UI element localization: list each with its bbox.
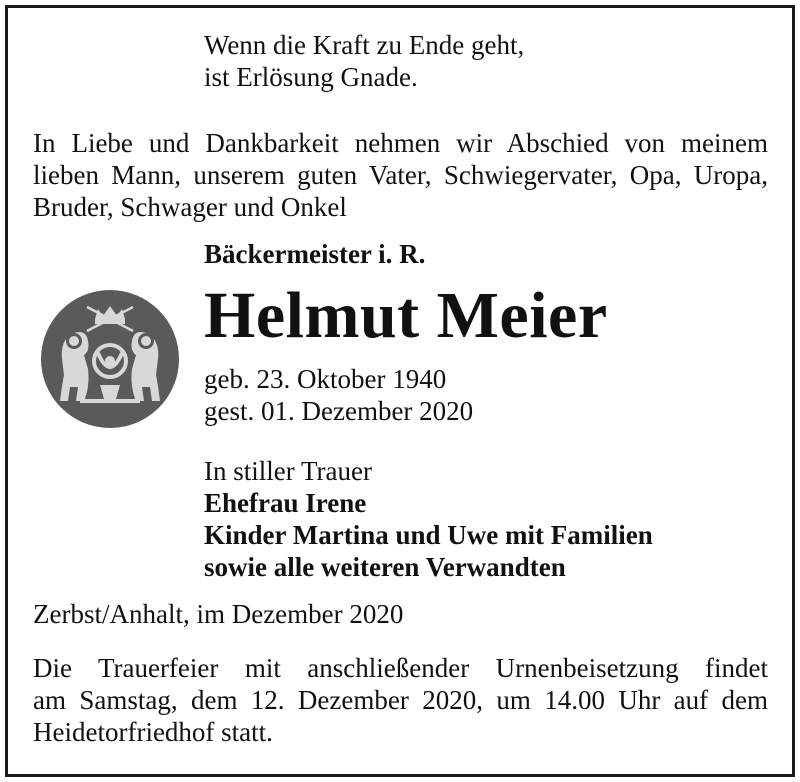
mourner-children: Kinder Martina und Uwe mit Familien (204, 520, 653, 550)
funeral-line-3: Heidetorfriedhof statt. (33, 717, 273, 747)
mourner-wife: Ehefrau Irene (204, 488, 367, 518)
intro-line-2: lieben Mann, unserem guten Vater, Schwiegervater, Opa, Uropa, (33, 160, 768, 190)
mourner-relatives: sowie alle weiteren Verwandten (204, 552, 566, 582)
deceased-name: Helmut Meier (204, 279, 608, 352)
funeral-line-1: Die Trauerfeier mit anschließender Urnenbeisetzung findet (33, 653, 768, 683)
intro-line-3: Bruder, Schwager und Onkel (33, 192, 347, 222)
profession-title: Bäckermeister i. R. (204, 239, 426, 269)
birth-date: geb. 23. Oktober 1940 (204, 364, 447, 394)
motto-line-2: ist Erlösung Gnade. (204, 62, 418, 92)
funeral-notice (33, 652, 768, 748)
mourners-heading: In stiller Trauer (204, 456, 372, 486)
baker-guild-emblem-icon (40, 289, 180, 429)
funeral-line-2: am Samstag, dem 12. Dezember 2020, um 14.00 Uhr auf dem (33, 685, 768, 715)
intro-text (33, 127, 768, 223)
intro-line-1: In Liebe und Dankbarkeit nehmen wir Abschied von meinem (33, 128, 768, 158)
place-date: Zerbst/Anhalt, im Dezember 2020 (33, 599, 404, 629)
motto-line-1: Wenn die Kraft zu Ende geht, (204, 30, 525, 60)
death-date: gest. 01. Dezember 2020 (204, 396, 474, 426)
